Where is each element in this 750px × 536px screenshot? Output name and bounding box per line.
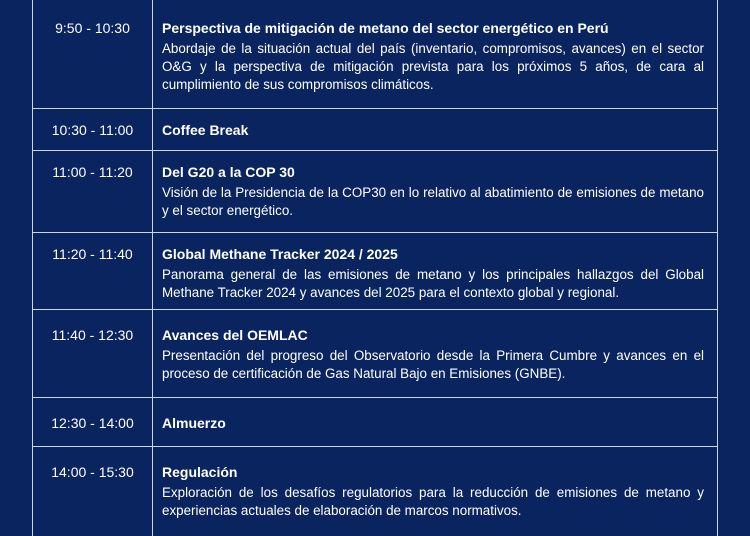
agenda-row <box>33 398 717 447</box>
session-description: Panorama general de las emisiones de metano y los principales hallazgos del Global Methane Tracker 2024 y avances del 2025 para el contexto global y regional. <box>162 267 704 300</box>
time-label: 9:50 - 10:30 <box>55 20 130 36</box>
session-title: Coffee Break <box>162 122 249 138</box>
time-label: 12:30 - 14:00 <box>51 415 134 431</box>
session-title: Regulación <box>162 464 238 480</box>
session-cell <box>153 398 717 446</box>
session-cell <box>153 233 717 309</box>
session-title: Perspectiva de mitigación de metano del sector energético en Perú <box>162 20 609 36</box>
session-cell <box>153 109 717 150</box>
agenda-row <box>33 109 717 151</box>
session-cell <box>153 310 717 397</box>
time-label: 11:40 - 12:30 <box>51 327 134 343</box>
time-label: 11:00 - 11:20 <box>52 164 133 180</box>
session-cell <box>153 0 717 108</box>
time-cell <box>33 109 153 150</box>
time-cell <box>33 447 153 536</box>
agenda-table <box>32 0 718 536</box>
time-cell <box>33 398 153 446</box>
time-cell <box>33 151 153 232</box>
agenda-row <box>33 310 717 398</box>
time-cell <box>33 233 153 309</box>
session-cell <box>153 447 717 536</box>
time-cell <box>33 0 153 108</box>
time-cell <box>33 310 153 397</box>
session-title: Del G20 a la COP 30 <box>162 164 295 180</box>
session-description: Exploración de los desafíos regulatorios para la reducción de emisiones de metano y experiencias actuales de elaboración de marcos normativos. <box>162 485 704 518</box>
agenda-row <box>33 151 717 233</box>
time-label: 14:00 - 15:30 <box>51 464 134 480</box>
agenda-row <box>33 447 717 536</box>
time-label: 11:20 - 11:40 <box>52 246 133 262</box>
time-label: 10:30 - 11:00 <box>51 122 134 138</box>
session-title: Global Methane Tracker 2024 / 2025 <box>162 246 398 262</box>
session-description: Presentación del progreso del Observatorio desde la Primera Cumbre y avances en el proceso de certificación de Gas Natural Bajo en Emisiones (GNBE). <box>162 348 704 381</box>
session-description: Abordaje de la situación actual del país (inventario, compromisos, avances) en el sector O&G y la perspectiva de mitigación prevista para los próximos 5 años, de cara al cumplimiento de sus compromisos climáticos. <box>162 41 704 92</box>
session-title: Almuerzo <box>162 415 226 431</box>
session-title: Avances del OEMLAC <box>162 327 308 343</box>
session-cell <box>153 151 717 232</box>
agenda-row <box>33 0 717 109</box>
session-description: Visión de la Presidencia de la COP30 en lo relativo al abatimiento de emisiones de metano y el sector energético. <box>162 185 704 218</box>
agenda-row <box>33 233 717 310</box>
